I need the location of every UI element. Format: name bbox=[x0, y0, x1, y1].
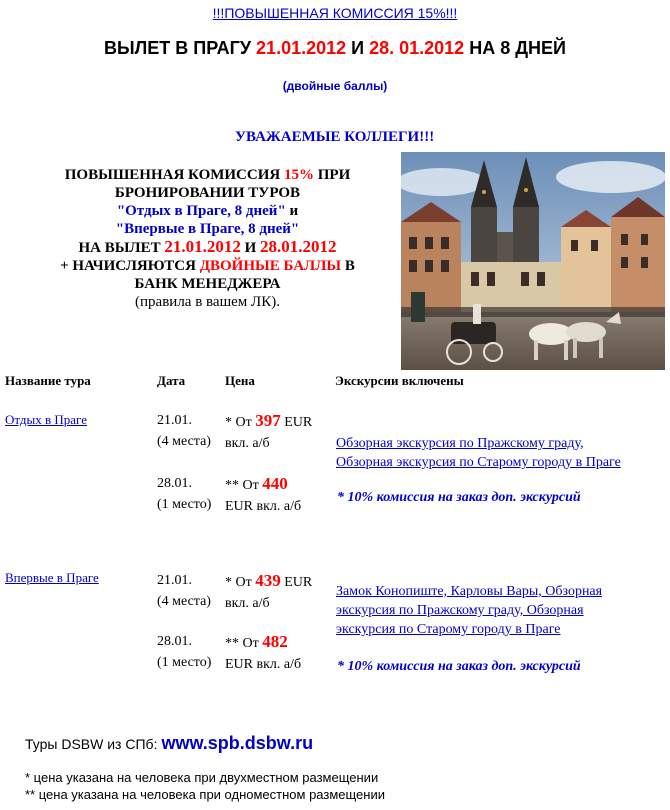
promo-text-block bbox=[20, 166, 395, 311]
excursion-link[interactable]: экскурсия по Пражскому граду, Обзорная bbox=[336, 603, 584, 618]
col-header-tour: Название тура bbox=[5, 373, 91, 388]
footer-site-label: Туры DSBW из СПб: bbox=[25, 736, 158, 752]
page-headline bbox=[0, 38, 670, 59]
seats-value: (1 место) bbox=[157, 497, 212, 512]
tour1-commission-note: * 10% комиссия на заказ доп. экскурсий bbox=[337, 490, 581, 505]
price-value: 439 bbox=[255, 571, 281, 590]
tour-link-vpervye[interactable]: Впервые в Праге bbox=[5, 570, 99, 585]
col-header-excursions: Экскурсии включены bbox=[335, 373, 464, 388]
tour1-dep2-price bbox=[225, 473, 335, 517]
price-value: 440 bbox=[262, 474, 288, 493]
greeting: УВАЖАЕМЫЕ КОЛЛЕГИ!!! bbox=[235, 129, 435, 145]
promo-points-pre: + НАЧИСЛЯЮТСЯ bbox=[60, 258, 200, 274]
tour2-dep1-date bbox=[157, 570, 225, 612]
promo-dates-and: И bbox=[240, 240, 261, 256]
tour1-dep1-date bbox=[157, 410, 225, 452]
promo-line-points bbox=[20, 257, 395, 275]
footnote-single: ** цена указана на человека при одноместном размещении bbox=[25, 787, 385, 802]
promo-line-tour1 bbox=[20, 202, 395, 220]
promo-date-2: 28.01.2012 bbox=[260, 237, 337, 256]
tour2-commission-note: * 10% комиссия на заказ доп. экскурсий bbox=[337, 659, 581, 674]
prague-photo-illustration bbox=[401, 152, 665, 370]
promo-line-tour2: "Впервые в Праге, 8 дней" bbox=[115, 221, 300, 237]
headline-date-1: 21.01.2012 bbox=[256, 38, 347, 58]
double-points-note: (двойные баллы) bbox=[282, 79, 388, 93]
price-prefix: ** От bbox=[225, 636, 263, 651]
promo-and: и bbox=[285, 203, 299, 219]
tour1-dep1-price bbox=[225, 410, 335, 454]
price-value: 482 bbox=[262, 632, 288, 651]
date-value: 21.01. bbox=[157, 573, 192, 588]
promo-commission-percent: 15% bbox=[283, 167, 314, 183]
headline-text: ВЫЛЕТ В ПРАГУ bbox=[104, 38, 257, 58]
price-prefix: ** От bbox=[225, 478, 263, 493]
price-incl: EUR вкл. а/б bbox=[225, 657, 302, 672]
seats-value: (1 место) bbox=[157, 655, 212, 670]
excursion-link[interactable]: Замок Конопиште, Карловы Вары, Обзорная bbox=[336, 584, 603, 599]
headline-duration: НА 8 ДНЕЙ bbox=[464, 38, 566, 58]
excursion-link[interactable]: экскурсия по Старому городу в Праге bbox=[336, 622, 561, 637]
promo-line-booking: БРОНИРОВАНИИ ТУРОВ bbox=[114, 185, 301, 201]
promo-tour1-name: "Отдых в Праге, 8 дней" bbox=[116, 203, 286, 219]
tour-link-otdyh[interactable]: Отдых в Праге bbox=[5, 412, 87, 427]
promo-line-dates bbox=[20, 238, 395, 257]
excursion-link[interactable]: Обзорная экскурсия по Старому городу в Праге bbox=[336, 455, 621, 470]
promo-line-bank: БАНК МЕНЕДЖЕРА bbox=[134, 276, 281, 292]
price-prefix: * От bbox=[225, 415, 256, 430]
date-value: 28.01. bbox=[157, 634, 192, 649]
footer-site-url[interactable]: www.spb.dsbw.ru bbox=[161, 733, 314, 753]
promo-double-points: ДВОЙНЫЕ БАЛЛЫ bbox=[199, 258, 342, 274]
tour2-dep2-price bbox=[225, 631, 335, 675]
price-incl: EUR вкл. а/б bbox=[225, 499, 302, 514]
col-header-price: Цена bbox=[225, 373, 255, 388]
seats-value: (4 места) bbox=[157, 434, 211, 449]
promo-line-commission bbox=[20, 166, 395, 184]
tour1-dep2-date bbox=[157, 473, 225, 515]
seats-value: (4 места) bbox=[157, 594, 211, 609]
price-incl: вкл. а/б bbox=[225, 436, 270, 451]
promo-commission-post: ПРИ bbox=[313, 167, 351, 183]
promo-commission-text: ПОВЫШЕННАЯ КОМИССИЯ bbox=[64, 167, 284, 183]
promo-dates-pre: НА ВЫЛЕТ bbox=[78, 240, 165, 256]
promo-banner-link[interactable] bbox=[0, 5, 670, 21]
date-value: 28.01. bbox=[157, 476, 192, 491]
price-currency: EUR bbox=[280, 575, 313, 590]
price-currency: EUR bbox=[280, 415, 313, 430]
headline-date-2: 28. 01.2012 bbox=[369, 38, 465, 58]
promo-points-post: В bbox=[341, 258, 355, 274]
price-value: 397 bbox=[255, 411, 281, 430]
headline-and: И bbox=[346, 38, 370, 58]
date-value: 21.01. bbox=[157, 413, 192, 428]
price-prefix: * От bbox=[225, 575, 256, 590]
promo-date-1: 21.01.2012 bbox=[164, 237, 241, 256]
promo-line-rules: (правила в вашем ЛК). bbox=[135, 294, 280, 310]
footnote-double: * цена указана на человека при двухместном размещении bbox=[25, 770, 379, 785]
excursion-link[interactable]: Обзорная экскурсия по Пражскому граду, bbox=[336, 436, 584, 451]
tour2-dep1-price bbox=[225, 570, 335, 614]
tour2-dep2-date bbox=[157, 631, 225, 673]
tour2-excursions bbox=[336, 582, 668, 639]
tour1-excursions bbox=[336, 434, 668, 472]
col-header-date: Дата bbox=[157, 373, 186, 388]
promo-banner-text[interactable]: !!!ПОВЫШЕННАЯ КОМИССИЯ 15%!!! bbox=[212, 5, 458, 21]
prague-photo bbox=[401, 152, 665, 370]
footer-site bbox=[25, 733, 313, 754]
price-incl: вкл. а/б bbox=[225, 596, 270, 611]
